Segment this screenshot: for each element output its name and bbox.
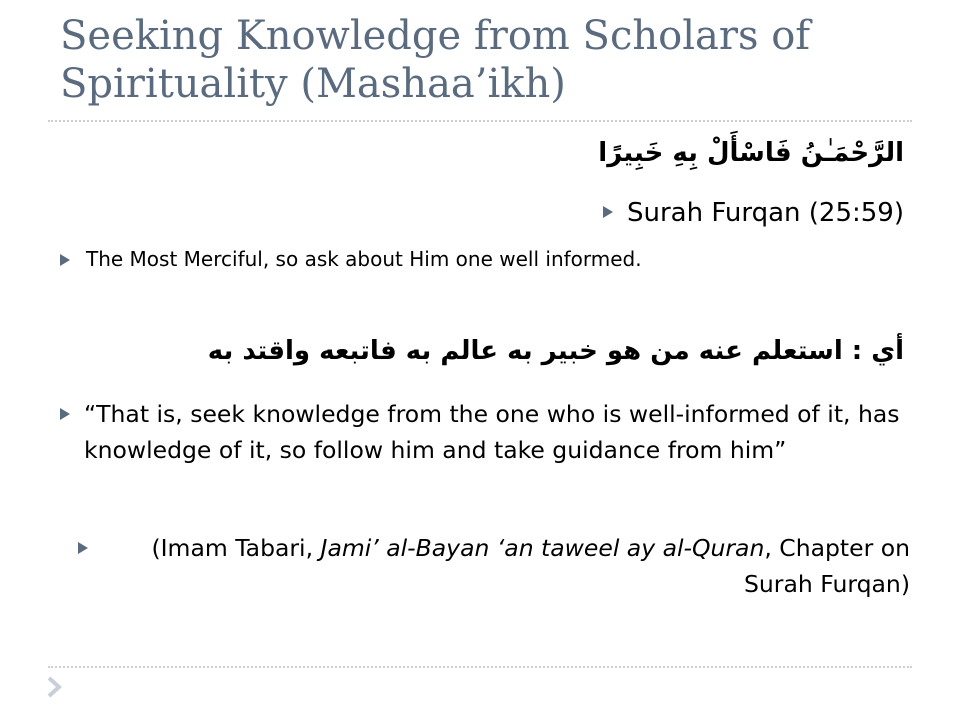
citation-prefix: (Imam Tabari,: [151, 534, 321, 562]
chevron-right-icon: [46, 676, 62, 698]
triangle-right-icon: [60, 254, 70, 266]
triangle-right-icon: [78, 542, 88, 554]
verse-reference: Surah Furqan (25:59): [627, 198, 904, 228]
verse-translation: The Most Merciful, so ask about Him one well informed.: [86, 247, 642, 271]
triangle-right-icon: [603, 206, 613, 218]
arabic-verse: الرَّحْمَـٰنُ فَاسْأَلْ بِهِ خَبِيرًا: [598, 138, 904, 168]
footer-divider: [48, 666, 912, 668]
slide-title: Seeking Knowledge from Scholars of Spirituality (Mashaa’ikh): [60, 13, 811, 107]
translation-item: [60, 244, 642, 274]
arabic-tafsir: أي : استعلم عنه من هو خبير به عالم به فاتبعه واقتد به: [207, 336, 904, 366]
citation-suffix: , Chapter on Surah Furqan): [744, 534, 910, 598]
citation-item: [78, 530, 910, 602]
citation: [102, 530, 910, 602]
tafsir-translation-item: [60, 396, 910, 468]
triangle-right-icon: [60, 408, 70, 420]
citation-book-title: Jami’ al-Bayan ‘an taweel ay al-Quran: [320, 534, 765, 562]
title-divider: [48, 120, 912, 122]
verse-reference-item: [603, 196, 904, 230]
tafsir-translation: “That is, seek knowledge from the one who is well-informed of it, has knowledge of it, so follow him and take guidance from him”: [84, 400, 900, 464]
